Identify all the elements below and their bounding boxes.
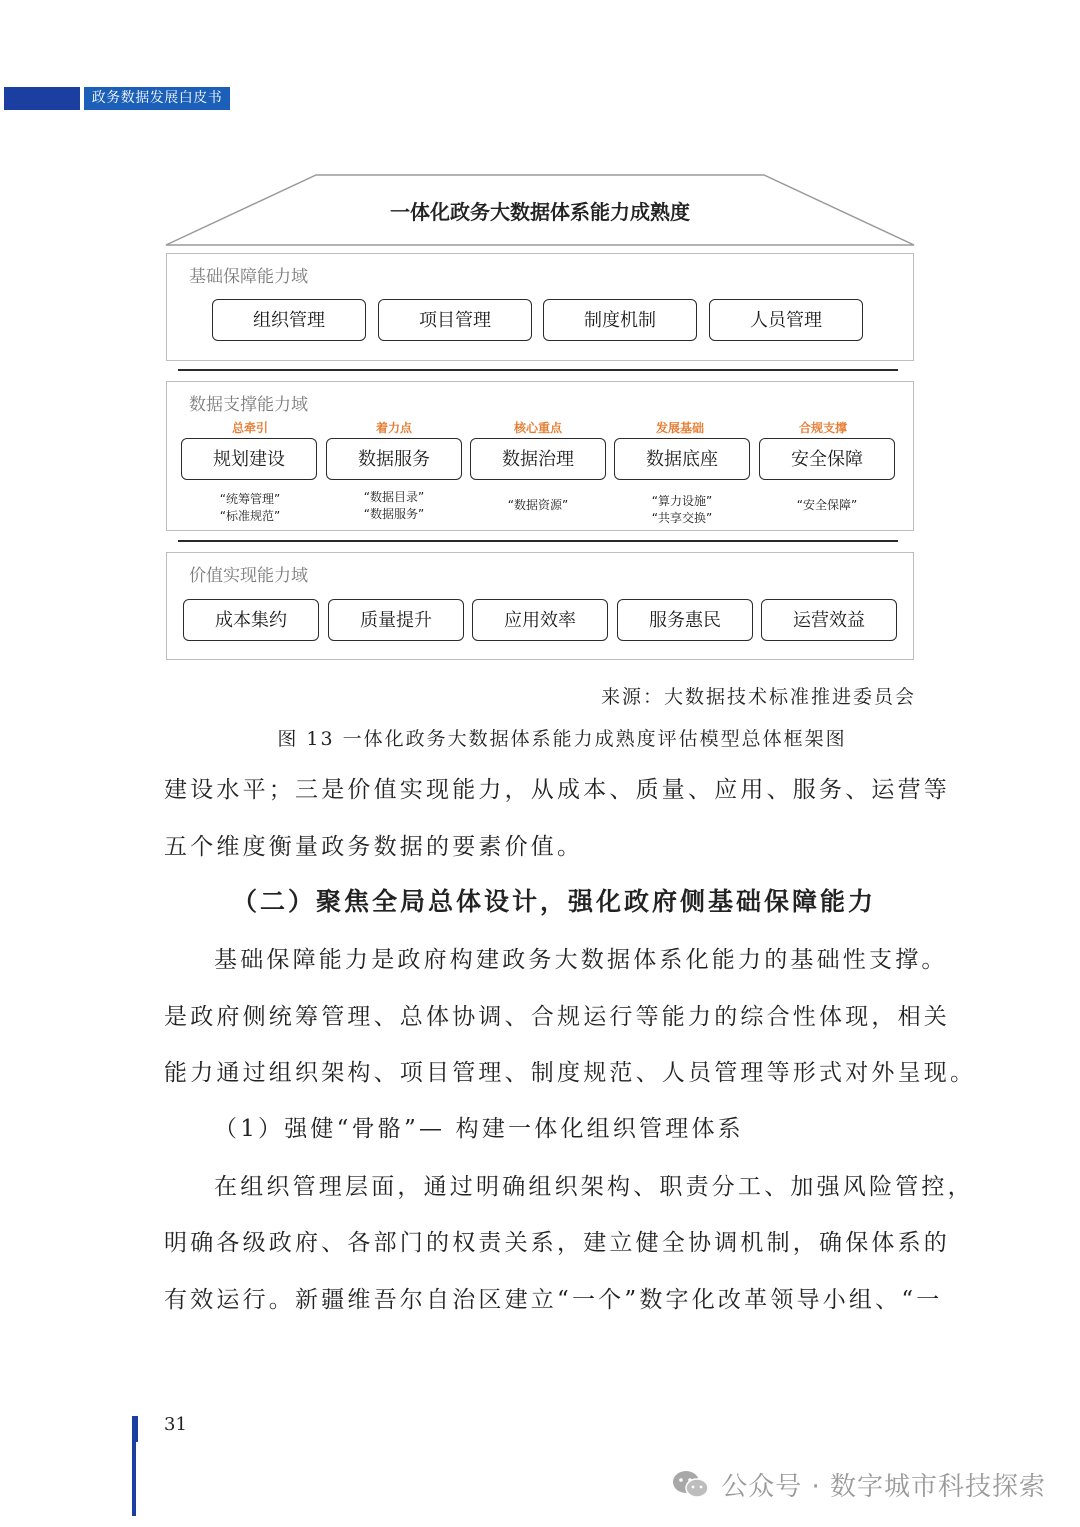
item-efficiency: 应用效率	[472, 599, 608, 641]
note-1a: “统筹管理”	[219, 492, 281, 506]
paragraph-line: 基础保障能力是政府构建政务大数据体系化能力的基础性支撑。	[214, 947, 948, 973]
section-heading: （二）聚焦全局总体设计，强化政府侧基础保障能力	[232, 887, 877, 916]
header-bar	[4, 87, 80, 110]
wechat-icon	[671, 1469, 711, 1501]
header-tag: 政务数据发展白皮书	[84, 87, 230, 110]
domain-title: 数据支撑能力域	[189, 395, 308, 415]
figure-title: 一体化政务大数据体系能力成熟度	[390, 200, 690, 224]
item-quality: 质量提升	[328, 599, 464, 641]
note-2a: “数据目录”	[363, 490, 425, 504]
item-service: 服务惠民	[617, 599, 753, 641]
item-data-base: 数据底座	[614, 438, 750, 480]
item-org-management: 组织管理	[212, 299, 366, 341]
separator-2	[178, 540, 898, 542]
domain-title: 价值实现能力域	[189, 566, 308, 586]
paragraph-line: 能力通过组织架构、项目管理、制度规范、人员管理等形式对外呈现。	[164, 1060, 977, 1086]
item-project-management: 项目管理	[378, 299, 532, 341]
page-number: 31	[164, 1414, 187, 1435]
separator-1	[178, 369, 898, 371]
note-1b: “标准规范”	[219, 509, 281, 523]
note-2b: “数据服务”	[363, 507, 425, 521]
note-4a: “算力设施”	[651, 494, 713, 508]
item-cost: 成本集约	[183, 599, 319, 641]
figure-caption: 图 13 一体化政务大数据体系能力成熟度评估模型总体框架图	[277, 728, 847, 750]
note-3a: “数据资源”	[507, 498, 569, 512]
item-institution: 制度机制	[543, 299, 697, 341]
tag-4: 发展基础	[655, 421, 704, 435]
paragraph-line: 明确各级政府、各部门的权责关系，建立健全协调机制，确保体系的	[164, 1230, 950, 1256]
tag-5: 合规支撑	[798, 421, 847, 435]
item-operation: 运营效益	[761, 599, 897, 641]
tag-3: 核心重点	[513, 421, 562, 435]
subheading: （1）强健“骨骼”— 构建一体化组织管理体系	[214, 1116, 744, 1142]
note-5a: “安全保障”	[796, 498, 858, 512]
item-security: 安全保障	[759, 438, 895, 480]
watermark-text: 公众号 · 数字城市科技探索	[721, 1472, 1046, 1502]
page-number-bar-top	[132, 1416, 138, 1442]
note-4b: “共享交换”	[651, 511, 713, 525]
paragraph-line: 是政府侧统筹管理、总体协调、合规运行等能力的综合性体现，相关	[164, 1004, 950, 1030]
figure-source: 来源：大数据技术标准推进委员会	[600, 686, 916, 708]
item-personnel: 人员管理	[709, 299, 863, 341]
paragraph-line: 在组织管理层面，通过明确组织架构、职责分工、加强风险管控，	[214, 1174, 974, 1200]
tag-1: 总牵引	[231, 421, 268, 435]
tag-2: 着力点	[375, 421, 412, 435]
paragraph-line: 五个维度衡量政务数据的要素价值。	[164, 834, 584, 860]
domain-title: 基础保障能力域	[189, 267, 308, 287]
paragraph-line: 有效运行。新疆维吾尔自治区建立“一个”数字化改革领导小组、“一	[164, 1287, 943, 1313]
item-planning: 规划建设	[181, 438, 317, 480]
watermark	[671, 1466, 1046, 1503]
paragraph-line: 建设水平；三是价值实现能力，从成本、质量、应用、服务、运营等	[164, 777, 950, 803]
item-data-service: 数据服务	[326, 438, 462, 480]
item-data-governance: 数据治理	[470, 438, 606, 480]
